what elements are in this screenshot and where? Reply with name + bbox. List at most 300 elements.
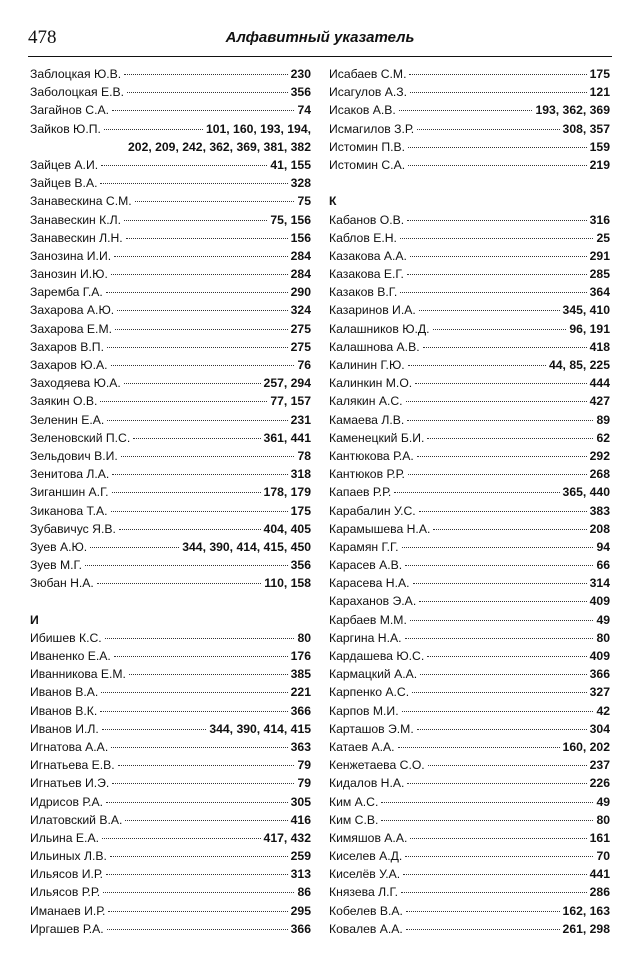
entry-pages: 324 — [290, 303, 311, 318]
entry-pages: 178, 179 — [263, 485, 311, 500]
entry-pages: 237 — [589, 758, 610, 773]
entry-name: Игнатьева Е.В. — [30, 758, 115, 773]
index-entry — [329, 702, 610, 720]
index-entry — [30, 793, 311, 811]
entry-name: Казакова Е.Г. — [329, 267, 404, 282]
entry-name: Карасева Н.А. — [329, 576, 410, 591]
index-entry — [329, 574, 610, 592]
dot-leader — [97, 583, 261, 584]
entry-name: Ильиных Л.В. — [30, 849, 107, 864]
index-entry — [30, 429, 311, 447]
entry-name: Зайцев А.И. — [30, 157, 99, 172]
entry-pages: 316 — [589, 212, 610, 227]
index-entry — [329, 65, 610, 83]
entry-name: Карабалин У.С. — [329, 503, 416, 518]
entry-pages: 318 — [290, 467, 311, 482]
index-entry — [329, 883, 610, 901]
dot-leader — [412, 692, 587, 693]
entry-name: Зельдович В.И. — [30, 448, 118, 463]
dot-leader — [124, 220, 267, 221]
dot-leader — [121, 456, 295, 457]
entry-name: Зайков Ю.П. — [30, 121, 101, 136]
entry-pages: 261, 298 — [562, 921, 610, 936]
index-entry — [329, 338, 610, 356]
dot-leader — [126, 238, 288, 239]
index-entry — [30, 520, 311, 538]
dot-leader — [419, 601, 586, 602]
entry-name: Занозин И.Ю. — [30, 267, 108, 282]
dot-leader — [107, 420, 287, 421]
entry-pages: 49 — [596, 794, 610, 809]
entry-pages: 74 — [297, 103, 311, 118]
index-entry — [329, 538, 610, 556]
entry-pages: 75 — [297, 194, 311, 209]
entry-pages: 418 — [589, 339, 610, 354]
entry-pages: 89 — [596, 412, 610, 427]
entry-name: Заякин О.В. — [30, 394, 98, 409]
entry-name: Занавескина С.М. — [30, 194, 132, 209]
index-entry — [30, 247, 311, 265]
dot-leader — [402, 711, 594, 712]
dot-leader — [408, 165, 587, 166]
dot-leader — [114, 256, 288, 257]
entry-name: Иванов В.А. — [30, 685, 99, 700]
entry-pages: 361, 441 — [263, 430, 311, 445]
entry-name: Заремба Г.А. — [30, 285, 103, 300]
dot-leader — [102, 838, 261, 839]
dot-leader — [118, 765, 295, 766]
dot-leader — [101, 165, 267, 166]
index-column-left — [30, 65, 311, 938]
index-entry — [30, 811, 311, 829]
entry-pages: 175 — [290, 503, 311, 518]
index-entry — [30, 265, 311, 283]
page-header — [28, 20, 612, 57]
dot-leader — [410, 838, 586, 839]
index-entry — [30, 629, 311, 647]
index-entry — [30, 502, 311, 520]
dot-leader — [110, 856, 288, 857]
index-entry — [30, 211, 311, 229]
dot-leader — [106, 802, 288, 803]
entry-name: Заходяева Ю.А. — [30, 376, 121, 391]
dot-leader — [400, 292, 586, 293]
index-entry — [329, 320, 610, 338]
index-entry — [30, 665, 311, 683]
entry-name: Ибишев К.С. — [30, 630, 102, 645]
dot-leader — [407, 274, 587, 275]
dot-leader — [423, 347, 587, 348]
index-entry — [329, 301, 610, 319]
dot-leader — [407, 420, 593, 421]
entry-pages: 268 — [589, 467, 610, 482]
section-gap — [30, 592, 311, 610]
dot-leader — [112, 783, 294, 784]
section-letter: И — [30, 612, 39, 627]
index-entry — [30, 702, 311, 720]
index-entry — [329, 520, 610, 538]
entry-pages: 160, 202 — [562, 739, 610, 754]
entry-name: Зуев А.Ю. — [30, 539, 88, 554]
dot-leader — [114, 656, 288, 657]
dot-leader — [400, 238, 594, 239]
entry-pages: 344, 390, 414, 415 — [209, 721, 311, 736]
entry-name: Камаева Л.В. — [329, 412, 405, 427]
index-entry — [329, 429, 610, 447]
dot-leader — [406, 911, 560, 912]
entry-name: Идрисов Р.А. — [30, 794, 104, 809]
entry-pages: 86 — [297, 885, 311, 900]
entry-name: Карташов Э.М. — [329, 721, 414, 736]
entry-name: Казаринов И.А. — [329, 303, 416, 318]
index-entry — [30, 574, 311, 592]
entry-pages: 94 — [596, 539, 610, 554]
entry-name: Карамышева Н.А. — [329, 521, 431, 536]
entry-name: Истомин П.В. — [329, 139, 406, 154]
dot-leader — [405, 856, 593, 857]
entry-pages: 162, 163 — [562, 903, 610, 918]
dot-leader — [403, 874, 587, 875]
entry-pages: 290 — [290, 285, 311, 300]
dot-leader — [117, 310, 288, 311]
entry-pages: 77, 157 — [270, 394, 311, 409]
index-entry — [329, 774, 610, 792]
entry-name: Киселев А.Д. — [329, 849, 403, 864]
entry-pages: 275 — [290, 339, 311, 354]
index-entry — [30, 902, 311, 920]
entry-name: Захарова А.Ю. — [30, 303, 115, 318]
dot-leader — [125, 820, 287, 821]
index-entry — [329, 629, 610, 647]
entry-pages: 275 — [290, 321, 311, 336]
entry-pages: 444 — [589, 376, 610, 391]
dot-leader — [406, 401, 587, 402]
dot-leader — [104, 129, 203, 130]
index-entry — [30, 392, 311, 410]
dot-leader — [100, 711, 287, 712]
dot-leader — [124, 383, 261, 384]
index-entry — [30, 338, 311, 356]
entry-pages: 327 — [589, 685, 610, 700]
index-entry — [30, 83, 311, 101]
dot-leader — [111, 365, 295, 366]
index-entry — [329, 101, 610, 119]
entry-name: Кобелев В.А. — [329, 903, 403, 918]
index-entry — [329, 865, 610, 883]
index-entry — [30, 356, 311, 374]
entry-name: Зенитова Л.А. — [30, 467, 110, 482]
entry-name: Илатовский В.А. — [30, 812, 123, 827]
dot-leader — [107, 929, 288, 930]
dot-leader — [398, 747, 560, 748]
dot-leader — [108, 911, 287, 912]
entry-pages: 41, 155 — [270, 157, 311, 172]
index-entry — [329, 611, 610, 629]
entry-name: Зиганшин А.Г. — [30, 485, 109, 500]
dot-leader — [112, 492, 261, 493]
dot-leader — [417, 456, 587, 457]
dot-leader — [129, 674, 288, 675]
index-entry — [30, 774, 311, 792]
index-entry — [329, 502, 610, 520]
entry-name: Ильясов И.Р. — [30, 867, 104, 882]
index-entry — [30, 465, 311, 483]
index-entry — [329, 847, 610, 865]
entry-name: Занавескин К.Л. — [30, 212, 121, 227]
index-entry — [30, 320, 311, 338]
index-entry — [30, 301, 311, 319]
section-letter: К — [329, 194, 337, 209]
dot-leader — [106, 874, 288, 875]
entry-pages: 383 — [589, 503, 610, 518]
entry-name: Зуев М.Г. — [30, 558, 82, 573]
dot-leader — [433, 329, 567, 330]
entry-name: Занавескин Л.Н. — [30, 230, 123, 245]
entry-name: Кардашева Ю.С. — [329, 649, 425, 663]
entry-name: Заблоцкая Ю.В. — [30, 67, 122, 81]
entry-name: Исмагилов З.Р. — [329, 121, 415, 136]
entry-name: Каменецкий Б.И. — [329, 430, 425, 445]
dot-leader — [420, 674, 586, 675]
dot-leader — [106, 292, 288, 293]
entry-pages: 208 — [589, 521, 610, 536]
entry-pages: 365, 440 — [562, 485, 610, 500]
entry-pages: 314 — [589, 576, 610, 591]
entry-pages-continuation: 202, 209, 242, 362, 369, 381, 382 — [128, 139, 311, 154]
entry-pages: 259 — [290, 849, 311, 864]
dot-leader — [103, 892, 294, 893]
entry-pages: 257, 294 — [263, 376, 311, 391]
entry-pages: 221 — [290, 685, 311, 700]
index-entry — [329, 156, 610, 174]
entry-pages: 409 — [589, 649, 610, 663]
entry-name: Захаров В.П. — [30, 339, 104, 354]
index-entry — [30, 447, 311, 465]
entry-name: Калашников Ю.Д. — [329, 321, 430, 336]
dot-leader — [100, 183, 287, 184]
index-entry — [329, 211, 610, 229]
index-entry — [329, 392, 610, 410]
section-gap — [329, 174, 610, 192]
entry-name: Исаков А.В. — [329, 103, 396, 118]
index-entry — [30, 229, 311, 247]
entry-name: Калякин А.С. — [329, 394, 403, 409]
entry-name: Калашнова А.В. — [329, 339, 420, 354]
index-entry — [329, 811, 610, 829]
index-entry — [30, 683, 311, 701]
index-entry — [329, 229, 610, 247]
entry-name: Каргина Н.А. — [329, 630, 402, 645]
entry-name: Кармацкий А.А. — [329, 667, 418, 682]
entry-name: Киселёв У.А. — [329, 867, 401, 882]
page-number: 478 — [28, 27, 57, 48]
dot-leader — [115, 329, 288, 330]
entry-name: Каблов Е.Н. — [329, 230, 397, 245]
entry-name: Кабанов О.В. — [329, 212, 405, 227]
entry-name: Ким С.В. — [329, 812, 379, 827]
entry-name: Иргашев Р.А. — [30, 921, 104, 936]
entry-pages: 285 — [589, 267, 610, 282]
entry-pages: 76 — [297, 358, 311, 372]
index-entry — [329, 465, 610, 483]
index-entry — [329, 556, 610, 574]
entry-pages: 328 — [290, 176, 311, 191]
entry-pages: 404, 405 — [263, 521, 311, 536]
entry-name: Зиканова Т.А. — [30, 503, 108, 518]
dot-leader — [410, 256, 587, 257]
index-entry — [30, 556, 311, 574]
index-entry — [30, 283, 311, 301]
dot-leader — [381, 820, 593, 821]
entry-pages: 292 — [589, 448, 610, 463]
index-entry — [329, 447, 610, 465]
entry-pages: 366 — [290, 703, 311, 718]
entry-pages: 427 — [589, 394, 610, 409]
entry-name: Карпов М.И. — [329, 703, 399, 718]
entry-name: Исагулов А.З. — [329, 85, 408, 100]
entry-pages: 62 — [596, 430, 610, 445]
entry-name: Карпенко А.С. — [329, 685, 410, 700]
entry-pages: 80 — [596, 812, 610, 827]
index-entry — [30, 101, 311, 119]
dot-leader — [101, 692, 287, 693]
dot-leader — [111, 511, 288, 512]
entry-pages: 79 — [297, 776, 311, 791]
index-entry — [329, 83, 610, 101]
index-column-right — [329, 65, 610, 938]
entry-name: Карамян Г.Г. — [329, 539, 399, 554]
entry-name: Кидалов Н.А. — [329, 776, 405, 791]
index-entry — [30, 174, 311, 192]
index-entry — [329, 356, 610, 374]
dot-leader — [408, 365, 546, 366]
entry-pages: 219 — [589, 157, 610, 172]
index-entry — [30, 829, 311, 847]
entry-pages: 25 — [596, 230, 610, 245]
dot-leader — [111, 747, 287, 748]
entry-pages: 409 — [589, 594, 610, 609]
entry-pages: 286 — [589, 885, 610, 900]
entry-name: Кантюкова Р.А. — [329, 448, 414, 463]
index-entry — [329, 738, 610, 756]
entry-name: Ким А.С. — [329, 794, 379, 809]
entry-pages: 70 — [596, 849, 610, 864]
dot-leader — [419, 511, 587, 512]
dot-leader — [428, 765, 587, 766]
index-entry — [30, 538, 311, 556]
entry-pages: 66 — [596, 558, 610, 573]
dot-leader — [427, 656, 586, 657]
entry-name: Истомин С.А. — [329, 157, 406, 172]
dot-leader — [410, 620, 594, 621]
entry-name: Капаев Р.Р. — [329, 485, 392, 500]
entry-name: Иванов И.Л. — [30, 721, 99, 736]
dot-leader — [417, 729, 587, 730]
index-entry — [30, 411, 311, 429]
entry-pages: 80 — [297, 630, 311, 645]
running-title: Алфавитный указатель — [225, 29, 415, 46]
index-entry — [30, 883, 311, 901]
entry-pages: 101, 160, 193, 194, — [205, 121, 311, 136]
entry-name: Иманаев И.Р. — [30, 903, 106, 918]
index-entry — [30, 647, 311, 665]
entry-pages: 284 — [290, 248, 311, 263]
entry-pages: 156 — [290, 230, 311, 245]
entry-name: Зеленовский П.С. — [30, 430, 131, 445]
entry-pages: 345, 410 — [562, 303, 610, 318]
index-entry — [329, 120, 610, 138]
entry-pages: 417, 432 — [263, 830, 311, 845]
entry-name: Иваненко Е.А. — [30, 649, 111, 663]
entry-name: Иванникова Е.М. — [30, 667, 126, 682]
index-entry — [30, 738, 311, 756]
entry-pages: 44, 85, 225 — [549, 358, 610, 372]
dot-leader — [112, 474, 287, 475]
entry-name: Загайнов С.А. — [30, 103, 109, 118]
entry-pages: 356 — [290, 85, 311, 100]
index-entry — [329, 592, 610, 610]
entry-name: Калинкин М.О. — [329, 376, 413, 391]
entry-pages: 291 — [589, 248, 610, 263]
index-entry — [30, 156, 311, 174]
index-entry — [329, 483, 610, 501]
dot-leader — [90, 547, 179, 548]
entry-pages: 416 — [290, 812, 311, 827]
entry-pages: 366 — [290, 921, 311, 936]
index-entry — [329, 265, 610, 283]
dot-leader — [112, 110, 294, 111]
entry-name: Ковалев А.А. — [329, 921, 403, 936]
index-entry — [329, 138, 610, 156]
dot-leader — [407, 220, 587, 221]
index-entry — [30, 192, 311, 210]
index-entry — [329, 720, 610, 738]
entry-pages: 305 — [290, 794, 311, 809]
entry-name: Заболоцкая Е.В. — [30, 85, 125, 100]
index-entry — [30, 720, 311, 738]
entry-name: Иванов В.К. — [30, 703, 98, 718]
entry-name: Зеленин Е.А. — [30, 412, 105, 427]
index-entry — [329, 647, 610, 665]
index-entry — [30, 865, 311, 883]
entry-name: Кимяшов А.А. — [329, 830, 408, 845]
entry-pages: 385 — [290, 667, 311, 682]
entry-pages: 231 — [290, 412, 311, 427]
index-entry — [329, 247, 610, 265]
dot-leader — [100, 401, 267, 402]
index-entry — [329, 683, 610, 701]
dot-leader — [107, 347, 288, 348]
entry-pages: 308, 357 — [562, 121, 610, 136]
entry-pages: 75, 156 — [270, 212, 311, 227]
index-entry — [30, 847, 311, 865]
entry-pages: 304 — [589, 721, 610, 736]
dot-leader — [419, 310, 560, 311]
entry-pages: 363 — [290, 739, 311, 754]
entry-name: Карасев А.В. — [329, 558, 403, 573]
dot-leader — [408, 474, 587, 475]
dot-leader — [408, 147, 587, 148]
entry-pages: 284 — [290, 267, 311, 282]
index-entry — [30, 120, 311, 138]
index-entry — [329, 793, 610, 811]
dot-leader — [119, 529, 261, 530]
dot-leader — [413, 583, 587, 584]
dot-leader — [381, 802, 593, 803]
entry-name: Захаров Ю.А. — [30, 358, 108, 372]
entry-name: Игнатова А.А. — [30, 739, 109, 754]
entry-pages: 364 — [589, 285, 610, 300]
